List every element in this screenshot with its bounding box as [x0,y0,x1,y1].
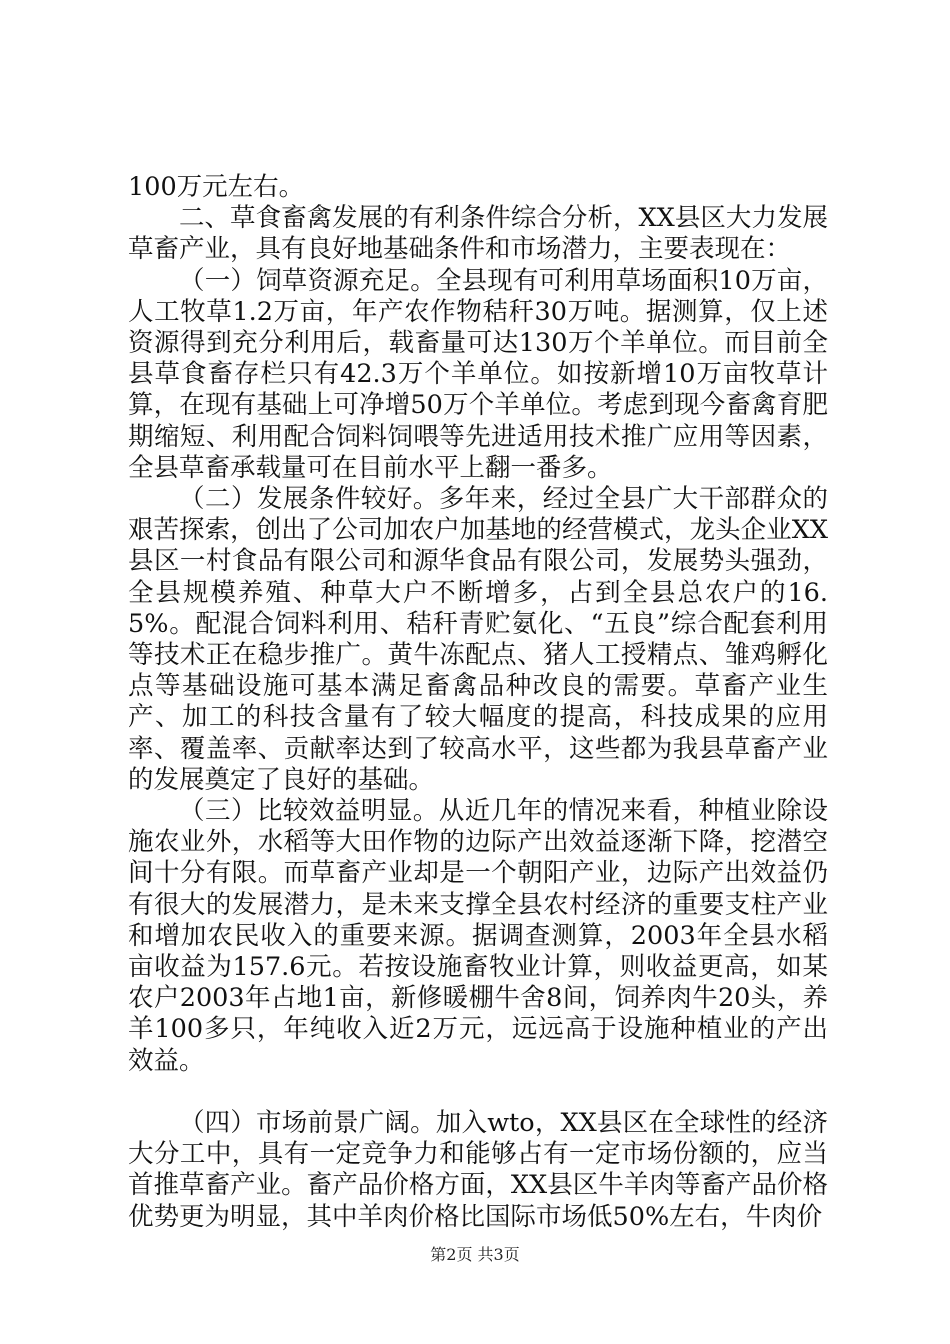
paragraph-item-one: （一）饲草资源充足。全县现有可利用草场面积10万亩，人工牧草1.2万亩，年产农作物秸秆30万吨。据测算，仅上述资源得到充分利用后，载畜量可达130万个羊单位。而目前全县草食畜存栏只有42.3万个羊单位。如按新增10万亩牧草计算，在现有基础上可净增50万个羊单位。考虑到现今畜禽育肥期缩短、利用配合饲料饲喂等先进适用技术推广应用等因素，全县草畜承载量可在目前水平上翻一番多。 [128,265,828,483]
document-body [128,172,828,1233]
paragraph-continuation: 100万元左右。 [128,172,305,202]
paragraph-section-two: 二、草食畜禽发展的有利条件综合分析，XX县区大力发展草畜产业，具有良好地基础条件和市场潜力，主要表现在： [128,203,828,265]
paragraph-item-three: （三）比较效益明显。从近几年的情况来看，种植业除设施农业外，水稻等大田作物的边际产出效益逐渐下降，挖潜空间十分有限。而草畜产业却是一个朝阳产业，边际产出效益仍有很大的发展潜力，是未来支撑全县农村经济的重要支柱产业和增加农民收入的重要来源。据调查测算，2003年全县水稻亩收益为157.6元。若按设施畜牧业计算，则收益更高，如某农户2003年占地1亩，新修暖棚牛舍8间，饲养肉牛20头，养羊100多只，年纯收入近2万元，远远高于设施种植业的产出效益。 [128,796,828,1076]
paragraph-item-two: （二）发展条件较好。多年来，经过全县广大干部群众的艰苦探索，创出了公司加农户加基地的经营模式，龙头企业XX县区一村食品有限公司和源华食品有限公司，发展势头强劲，全县规模养殖、种草大户不断增多，占到全县总农户的16.5%。配混合饲料利用、秸秆青贮氨化、“五良”综合配套利用等技术正在稳步推广。黄牛冻配点、猪人工授精点、雏鸡孵化点等基础设施可基本满足畜禽品种改良的需要。草畜产业生产、加工的科技含量有了较大幅度的提高，科技成果的应用率、覆盖率、贡献率达到了较高水平，这些都为我县草畜产业的发展奠定了良好的基础。 [128,484,828,795]
page-number-footer: 第2页 共3页 [430,1245,520,1264]
paragraph-item-four: （四）市场前景广阔。加入wto，XX县区在全球性的经济大分工中，具有一定竞争力和能够占有一定市场份额的，应当首推草畜产业。畜产品价格方面，XX县区牛羊肉等畜产品价格优势更为明显，其中羊肉价格比国际市场低50%左右，牛肉价 [128,1107,828,1232]
